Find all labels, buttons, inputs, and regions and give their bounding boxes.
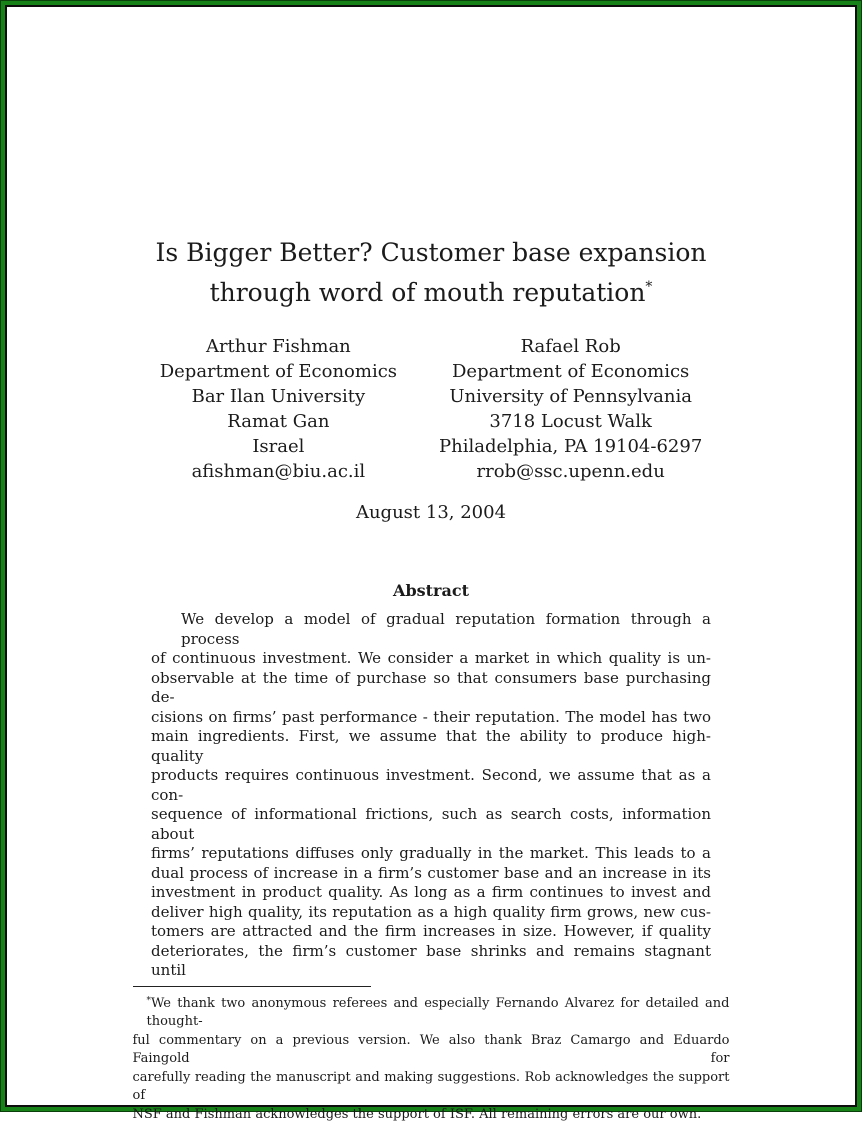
abstract-line: investment in product quality. As long as a firm continues to invest and [151,883,711,901]
author-affiliation-line: Department of Economics [452,361,690,382]
abstract-line: main ingredients. First, we assume that the ability to produce high-quality [151,727,711,765]
author-name: Arthur Fishman [205,336,351,357]
abstract-line: tomers are attracted and the firm increases in size. However, if quality [151,922,711,940]
footnote-line-text: We thank two anonymous referees and especially Fernando Alvarez for detailed and thought- [146,995,730,1030]
footnote-line: NSF and Fishman acknowledges the support of ISF. All remaining errors are our own. [132,1107,702,1123]
author-affiliation-line: Israel [252,436,305,457]
footnote-line: ful commentary on a previous version. We also thank Braz Camargo and Eduardo Faingold for [132,1032,730,1067]
footnote-marker: * [146,995,151,1006]
abstract-line: firms’ reputations diffuses only gradually in the market. This leads to a [151,844,711,862]
abstract-line: deteriorates, the firm’s customer base shrinks and remains stagnant until [151,941,711,979]
author-affiliation-line: Department of Economics [159,361,398,382]
abstract-line: of continuous investment. We consider a market in which quality is un- [151,649,711,667]
title-line-1: Is Bigger Better? Customer base expansion [155,238,707,267]
footnote-rule [133,986,371,987]
author-affiliation-line: Philadelphia, PA 19104-6297 [439,436,703,457]
abstract-line: deliver high quality, its reputation as a high quality firm grows, new cus- [151,902,711,921]
author-affiliation-line: Ramat Gan [227,411,330,432]
title-line-2-text: through word of mouth reputation [209,278,646,307]
abstract-line: We develop a model of gradual reputation formation through a process [181,610,711,648]
authors-block [7,334,855,484]
abstract-line: sequence of informational frictions, such as search costs, information about [151,805,711,843]
paper-title [7,235,855,310]
paper-date: August 13, 2004 [355,502,507,523]
author-email: afishman@biu.ac.il [191,461,366,482]
author-email: rrob@ssc.upenn.edu [476,461,665,482]
abstract-heading: Abstract [393,581,469,600]
footnote-line: carefully reading the manuscript and making suggestions. Rob acknowledges the support of [132,1069,730,1104]
footnote-line [133,992,730,1032]
abstract-line: products requires continuous investment. Second, we assume that as a con- [151,766,711,804]
abstract-line: observable at the time of purchase so that consumers base purchasing de- [151,668,711,706]
abstract-line: dual process of increase in a firm’s customer base and an increase in its [151,863,711,882]
title-footnote-marker: * [645,279,653,295]
footnote [133,986,730,1125]
paper-page [5,5,857,1123]
author-affiliation-line: 3718 Locust Walk [489,411,652,432]
author-rob [439,334,702,484]
author-fishman [160,334,397,484]
author-name: Rafael Rob [520,336,621,357]
abstract-body [151,610,711,981]
abstract-line: cisions on firms’ past performance - their reputation. The model has two [151,707,711,726]
author-affiliation-line: Bar Ilan University [191,386,366,407]
title-line-2 [7,270,855,310]
author-affiliation-line: University of Pennsylvania [449,386,692,407]
